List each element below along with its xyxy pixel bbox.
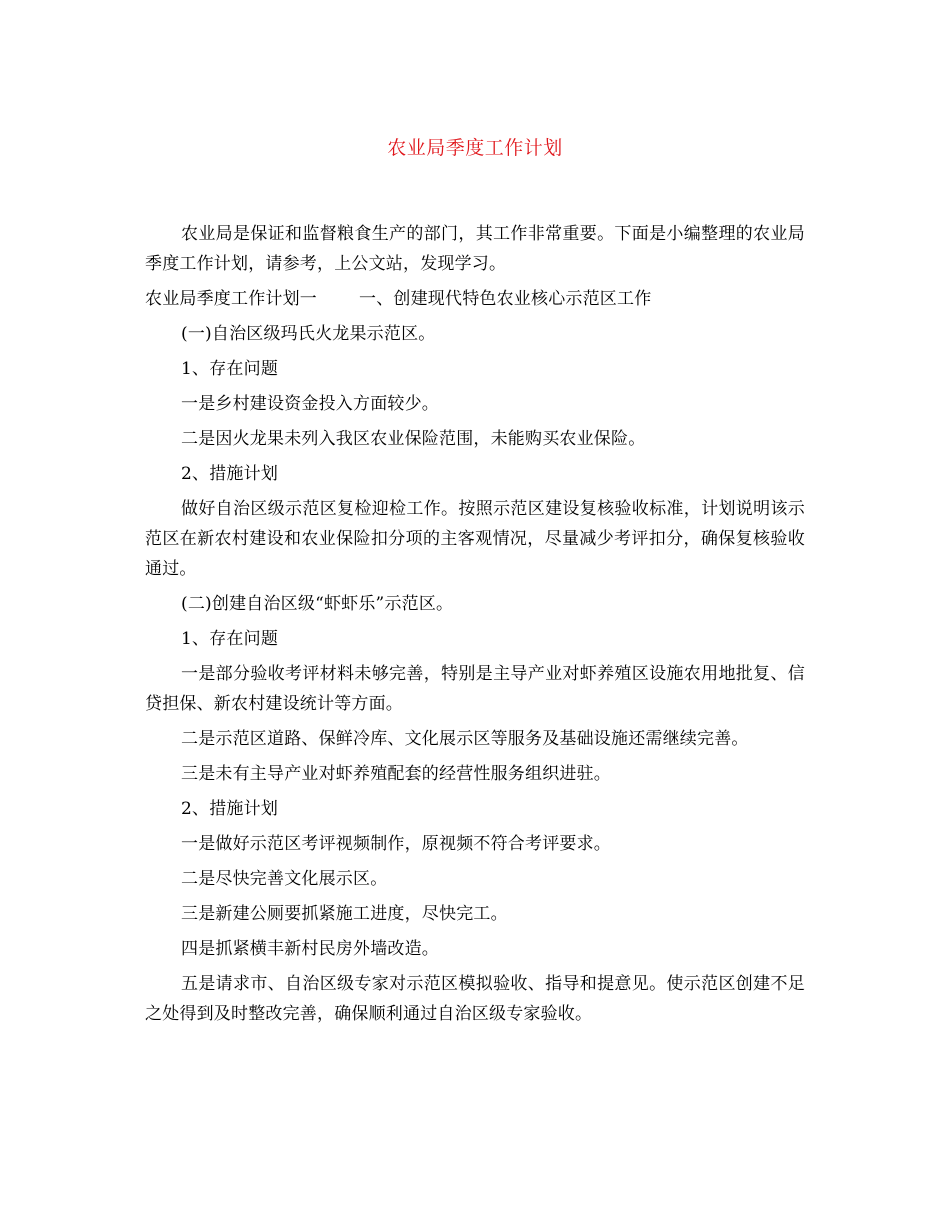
plan-heading-right: 一、创建现代特色农业核心示范区工作 <box>359 289 652 309</box>
list-item: 四是抓紧横丰新村民房外墙改造。 <box>181 939 439 959</box>
list-item: 一是做好示范区考评视频制作，原视频不符合考评要求。 <box>181 834 611 854</box>
document-title: 农业局季度工作计划 <box>387 137 563 159</box>
list-item: 五是请求市、自治区级专家对示范区模拟验收、指导和提意见。使示范区创建不足之处得到及时整改完善，确保顺利通过自治区级专家验收。 <box>145 974 805 1024</box>
list-item: 二是尽快完善文化展示区。 <box>181 869 388 889</box>
subheading-problems-2: 1、存在问题 <box>181 629 279 649</box>
list-item: 二是示范区道路、保鲜冷库、文化展示区等服务及基础设施还需继续完善。 <box>181 729 749 749</box>
intro-paragraph: 农业局是保证和监督粮食生产的部门，其工作非常重要。下面是小编整理的农业局季度工作计划，请参考，上公文站，发现学习。 <box>145 224 805 274</box>
list-item: 一是部分验收考评材料未够完善，特别是主导产业对虾养殖区设施农用地批复、信贷担保、新农村建设统计等方面。 <box>145 664 805 714</box>
section-heading-2: (二)创建自治区级“虾虾乐”示范区。 <box>181 594 454 614</box>
list-item: 三是新建公厕要抓紧施工进度，尽快完工。 <box>181 904 508 924</box>
section-heading-1: (一)自治区级玛氏火龙果示范区。 <box>181 324 436 344</box>
subheading-problems-1: 1、存在问题 <box>181 359 279 379</box>
list-item: 一是乡村建设资金投入方面较少。 <box>181 394 439 414</box>
list-item: 三是未有主导产业对虾养殖配套的经营性服务组织进驻。 <box>181 764 611 784</box>
subheading-measures-2: 2、措施计划 <box>181 799 279 819</box>
subheading-measures-1: 2、措施计划 <box>181 464 279 484</box>
body-paragraph: 做好自治区级示范区复检迎检工作。按照示范区建设复核验收标准，计划说明该示范区在新农村建设和农业保险扣分项的主客观情况，尽量减少考评扣分，确保复核验收通过。 <box>145 499 805 579</box>
document-body <box>145 219 805 1034</box>
list-item: 二是因火龙果未列入我区农业保险范围，未能购买农业保险。 <box>181 429 646 449</box>
plan-heading <box>145 284 805 314</box>
plan-heading-left: 农业局季度工作计划一 <box>145 289 317 309</box>
